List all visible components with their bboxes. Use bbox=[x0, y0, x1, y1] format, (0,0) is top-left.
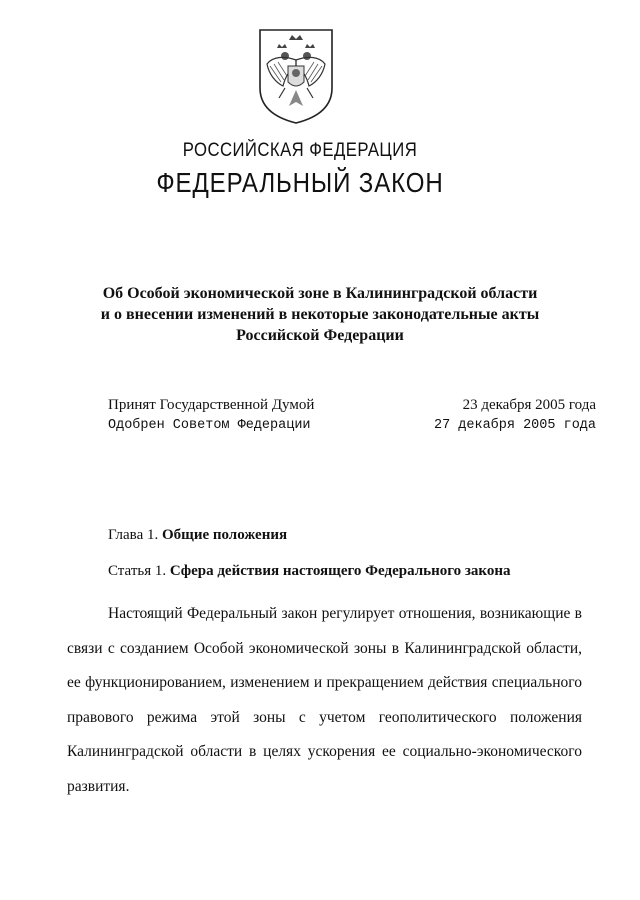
law-title-line: и о внесении изменений в некоторые законодательные акты bbox=[100, 306, 540, 323]
country-name: РОССИЙСКАЯ ФЕДЕРАЦИЯ bbox=[182, 140, 418, 161]
document-type: ФЕДЕРАЛЬНЫЙ ЗАКОН bbox=[156, 167, 444, 198]
article-heading bbox=[108, 563, 511, 580]
russian-coat-of-arms-icon bbox=[255, 26, 337, 126]
law-title-line: Об Особой экономической зоне в Калининградской области bbox=[102, 285, 538, 302]
chapter-heading bbox=[108, 527, 287, 544]
article-prefix: Статья 1. bbox=[108, 563, 167, 579]
law-title bbox=[90, 283, 550, 346]
chapter-prefix: Глава 1. bbox=[108, 527, 159, 543]
adoption-date: 27 декабря 2005 года bbox=[433, 418, 596, 433]
chapter-name: Общие положения bbox=[161, 527, 288, 543]
adoption-date: 23 декабря 2005 года bbox=[462, 397, 596, 413]
adoption-label: Одобрен Советом Федерации bbox=[108, 418, 311, 433]
article-paragraph: Настоящий Федеральный закон регулирует отношения, возникающие в связи с созданием Особой экономической зоны в Калининградской области, ее функционированием, изменением и прекращением действия специального правового режима этой зоны с учетом геополитического положения Калининградской области в целях ускорения ее социально-экономического развития. bbox=[67, 605, 582, 795]
adoption-label: Принят Государственной Думой bbox=[108, 397, 315, 413]
law-title-line: Российской Федерации bbox=[236, 327, 404, 344]
article-name: Сфера действия настоящего Федерального закона bbox=[169, 563, 511, 579]
